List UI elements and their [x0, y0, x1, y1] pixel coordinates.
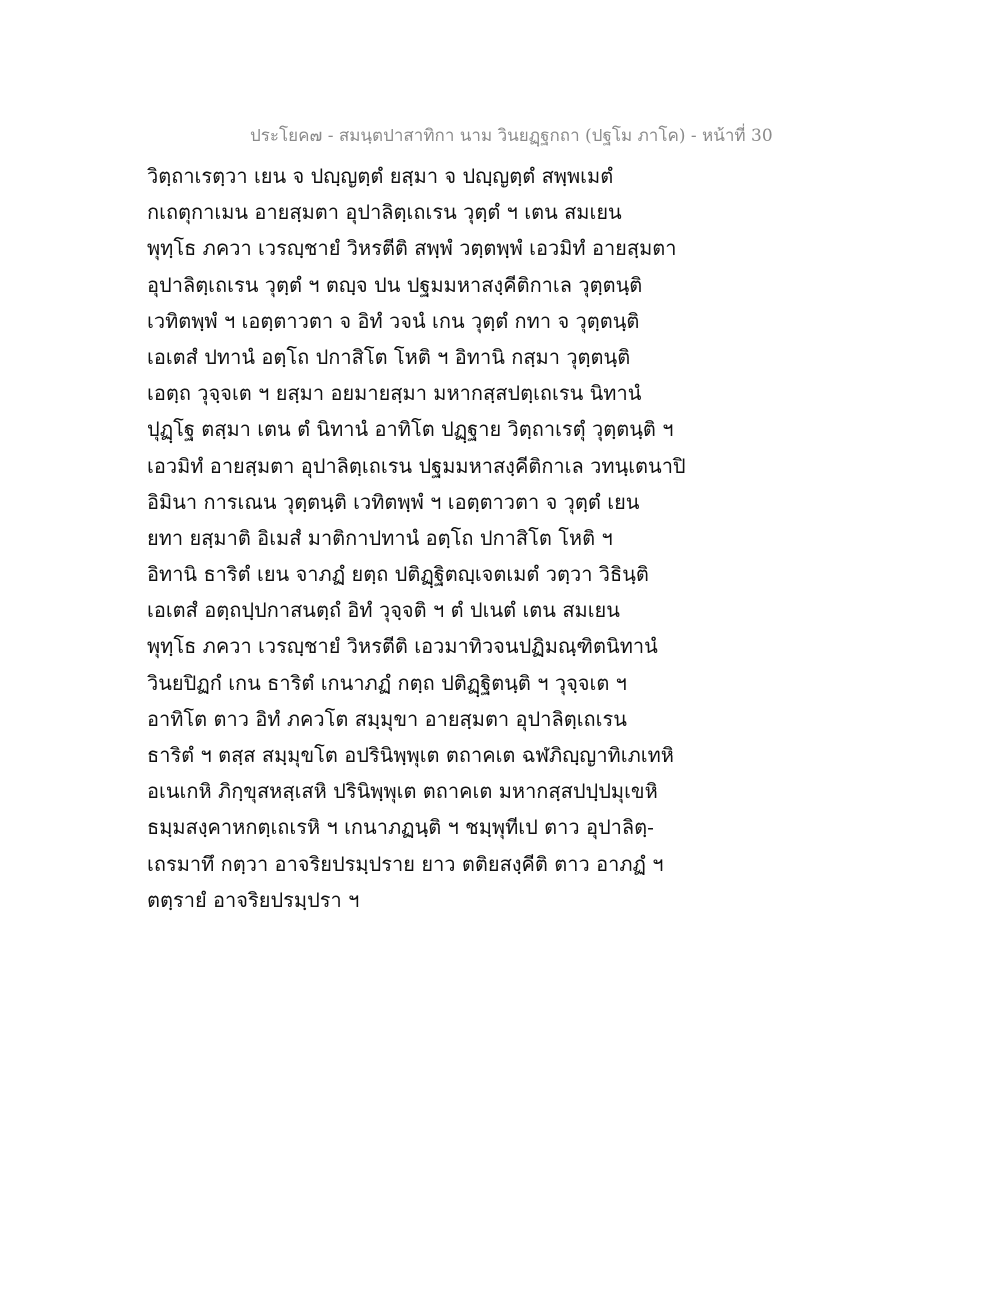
text-line: อเนเกหิ ภิกฺขุสหสฺเสหิ ปรินิพฺพุเต ตถาคเต มหากสฺสปปฺปมุเขหิ: [147, 779, 658, 804]
text-line: เอวมิทํ อายสฺมตา อุปาลิตฺเถเรน ปฐมมหาสงฺคีติกาเล วทนฺเตนาปิ: [147, 453, 686, 478]
text-line: ปุฏฺโฐ ตสฺมา เตน ตํ นิทานํ อาทิโต ปฏฺฐาย วิตฺถาเรตุํ วุตฺตนฺติ ฯ: [147, 417, 674, 442]
text-line: อิทานิ ธาริตํ เยน จาภฏํ ยตฺถ ปติฏฺฐิตญฺเจตเมตํ วตฺวา วิธินฺติ: [147, 562, 649, 587]
text-line: วินยปิฏกํ เกน ธาริตํ เกนาภฏํ กตฺถ ปติฏฺฐิตนฺติ ฯ วุจฺจเต ฯ: [147, 670, 627, 695]
text-line: ธาริตํ ฯ ตสฺส สมฺมุขโต อปรินิพฺพุเต ตถาคเต ฉฬภิญฺญาทิเภเทหิ: [147, 743, 674, 767]
text-line: อิมินา การเณน วุตฺตนฺติ เวทิตพฺพํ ฯ เอตฺตาวตา จ วุตฺตํ เยน: [147, 489, 640, 514]
text-line: อุปาลิตฺเถเรน วุตฺตํ ฯ ตญฺจ ปน ปฐมมหาสงฺคีติกาเล วุตฺตนฺติ: [147, 272, 643, 297]
text-line: กเถตุกาเมน อายสฺมตา อุปาลิตฺเถเรน วุตฺตํ ฯ เตน สมเยน: [147, 200, 622, 225]
text-line: พุทฺโธ ภควา เวรญฺชายํ วิหรตีติ สพฺพํ วตฺตพฺพํ เอวมิทํ อายสฺมตา: [147, 236, 677, 261]
text-line: ธมฺมสงฺคาหกตฺเถเรหิ ฯ เกนาภฏนฺติ ฯ ชมฺพุทีเป ตาว อุปาลิตฺ-: [147, 815, 654, 840]
body-text: [147, 158, 707, 918]
text-line: เวทิตพฺพํ ฯ เอตฺตาวตา จ อิทํ วจนํ เกน วุตฺตํ กทา จ วุตฺตนฺติ: [147, 308, 640, 333]
text-line: เอเตสํ ปทานํ อตฺโถ ปกาสิโต โหติ ฯ อิทานิ กสฺมา วุตฺตนฺติ: [147, 344, 631, 369]
running-header: ประโยค๗ - สมนฺตปาสาทิกา นาม วินยฏฺฐกถา (ปฐโม ภาโค) - หน้าที่ 30: [250, 126, 773, 146]
text-line: อาทิโต ตาว อิทํ ภควโต สมฺมุขา อายสฺมตา อุปาลิตฺเถเรน: [147, 706, 627, 731]
text-line: ยทา ยสฺมาติ อิเมสํ มาติกาปทานํ อตฺโถ ปกาสิโต โหติ ฯ: [147, 525, 613, 550]
text-line: เถรมาทึ กตฺวา อาจริยปรมฺปราย ยาว ตติยสงฺคีติ ตาว อาภฏํ ฯ: [147, 851, 664, 876]
text-line: พุทฺโธ ภควา เวรญฺชายํ วิหรตีติ เอวมาทิวจนปฏิมณฺฑิตนิทานํ: [147, 634, 658, 659]
text-line: ตตฺรายํ อาจริยปรมฺปรา ฯ: [147, 887, 360, 912]
text-line: วิตฺถาเรตฺวา เยน จ ปญฺญตฺตํ ยสฺมา จ ปญฺญตฺตํ สพฺพเมตํ: [147, 164, 614, 188]
text-line: เอเตสํ อตฺถปฺปกาสนตฺถํ อิทํ วุจฺจติ ฯ ตํ ปเนตํ เตน สมเยน: [147, 598, 620, 623]
text-line: เอตฺถ วุจฺจเต ฯ ยสฺมา อยมายสฺมา มหากสฺสปตฺเถเรน นิทานํ: [147, 381, 642, 406]
